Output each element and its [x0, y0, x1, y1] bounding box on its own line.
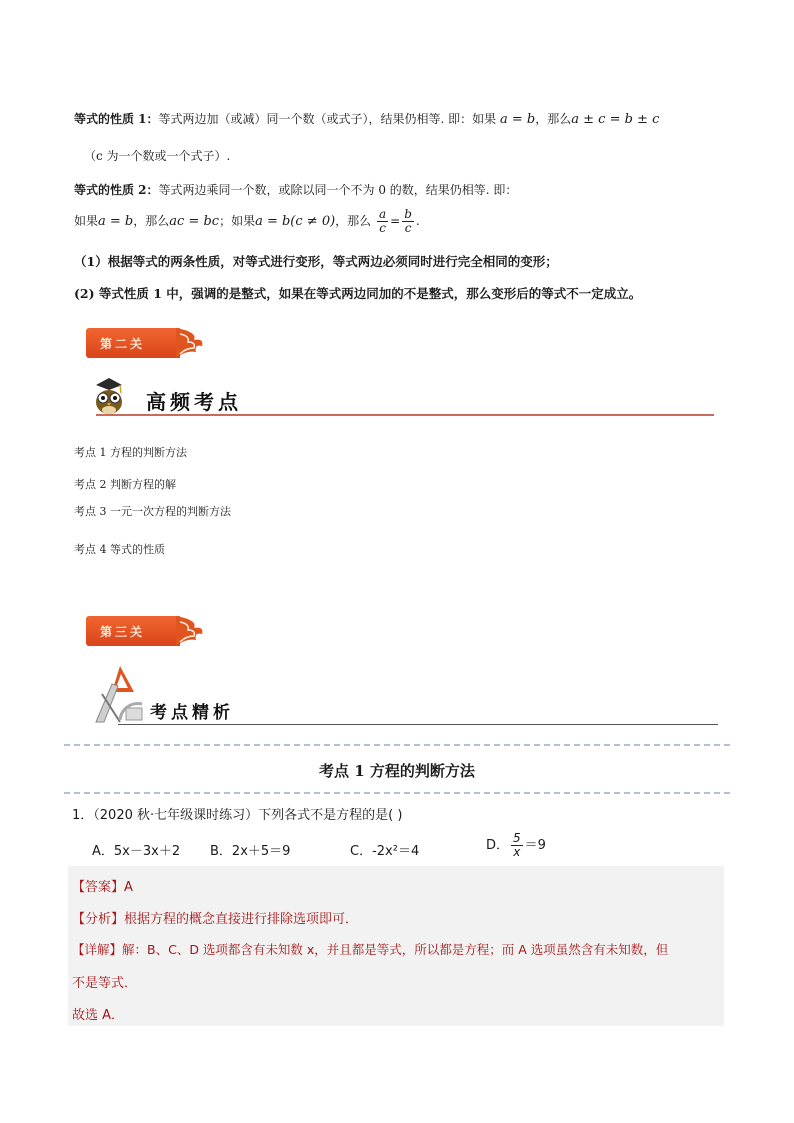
- property-1-note: （c 为一个数或一个式子）.: [84, 149, 231, 163]
- property-1-then: ，那么: [535, 112, 572, 126]
- option-d-rest: ＝9: [524, 838, 546, 853]
- property-2-cond2: a = b(c ≠ 0): [255, 214, 336, 229]
- detail-line-1: [72, 940, 668, 958]
- property-2-then1: ，那么: [133, 214, 170, 228]
- flame-decoration-icon: [176, 616, 206, 646]
- property-2-label: 等式的性质 2：: [74, 183, 159, 197]
- detail-text-1: 解：B、C、D 选项都含有未知数 x，并且都是等式，所以都是方程；而 A 选项虽然含有未知数，但: [122, 942, 669, 957]
- fraction-a-over-c: $\frac{a}{c}$: [379, 207, 387, 235]
- analysis-tag: 【分析】: [72, 912, 125, 927]
- analysis-line: [72, 908, 358, 927]
- option-c: C．-2x²＝4: [350, 844, 420, 859]
- level-banner-2-label: 第二关: [100, 337, 146, 351]
- level-banner-3-label: 第三关: [100, 625, 146, 639]
- option-a: A．5x－3x＋2: [92, 844, 181, 859]
- property-2-sep: ；如果: [219, 214, 256, 228]
- property-1-condition: a = b: [500, 112, 536, 127]
- fraction-b-over-c: $\frac{b}{c}$: [404, 207, 412, 235]
- property-2-end: .: [415, 214, 420, 228]
- detail-tag: 【详解】: [72, 942, 123, 957]
- section-underline: [118, 724, 718, 725]
- toc-item-4: 考点 4 等式的性质: [74, 543, 165, 556]
- option-b: B．2x＋5＝9: [210, 844, 291, 859]
- flame-decoration-icon: [176, 328, 206, 358]
- topic-title: 考点 1 方程的判断方法: [319, 762, 475, 780]
- ruler-compass-icon: [90, 664, 146, 724]
- detail-line-2: 不是等式．: [72, 976, 138, 991]
- property-2-formula: [74, 208, 420, 235]
- analysis-text: 根据方程的概念直接进行排除选项即可．: [124, 912, 359, 927]
- owl-mascot-icon: [92, 376, 126, 416]
- option-d: [486, 832, 546, 859]
- answer-tag: 【答案】: [72, 880, 125, 895]
- property-1-result: a ± c = b ± c: [571, 112, 660, 127]
- dashed-divider-top: [64, 744, 730, 746]
- property-2-then2: ，那么: [335, 214, 372, 228]
- section-title-high-frequency: 高频考点: [146, 390, 242, 414]
- section-underline: [96, 414, 714, 416]
- level-banner-3: [86, 616, 216, 646]
- question-stem: 1．（2020 秋·七年级课时练习）下列各式不是方程的是( ): [72, 808, 403, 823]
- toc-item-2: 考点 2 判断方程的解: [74, 478, 176, 491]
- property-2-text: 等式两边乘同一个数，或除以同一个不为 0 的数，结果仍相等. 即：: [158, 183, 518, 197]
- property-2-line: [74, 181, 517, 198]
- toc-item-1: 考点 1 方程的判断方法: [74, 446, 187, 459]
- property-2-eq: =: [390, 214, 401, 228]
- option-d-label: D．: [486, 838, 510, 853]
- dashed-divider-bottom: [64, 792, 730, 794]
- answer-line: [72, 876, 133, 895]
- property-2-result1: ac = bc: [169, 214, 220, 229]
- property-1-text: 等式两边加（或减）同一个数（或式子），结果仍相等. 即：如果: [158, 112, 497, 126]
- note-2: (2) 等式性质 1 中，强调的是整式，如果在等式两边同加的不是整式，那么变形后的等式不一定成立。: [74, 286, 642, 301]
- option-d-fraction: $\frac{5}{x}$: [513, 831, 521, 859]
- property-2-cond1: a = b: [98, 214, 134, 229]
- conclusion-line: 故选 A．: [72, 1008, 125, 1023]
- property-1-label: 等式的性质 1：: [74, 112, 159, 126]
- answer-value: A: [124, 880, 133, 895]
- property-2-if: 如果: [74, 214, 99, 228]
- toc-item-3: 考点 3 一元一次方程的判断方法: [74, 505, 231, 518]
- property-1-line: [74, 110, 659, 127]
- level-banner-2: [86, 328, 216, 358]
- section-title-analysis: 考点精析: [150, 703, 234, 723]
- note-1: （1）根据等式的两条性质，对等式进行变形，等式两边必须同时进行完全相同的变形；: [74, 254, 558, 269]
